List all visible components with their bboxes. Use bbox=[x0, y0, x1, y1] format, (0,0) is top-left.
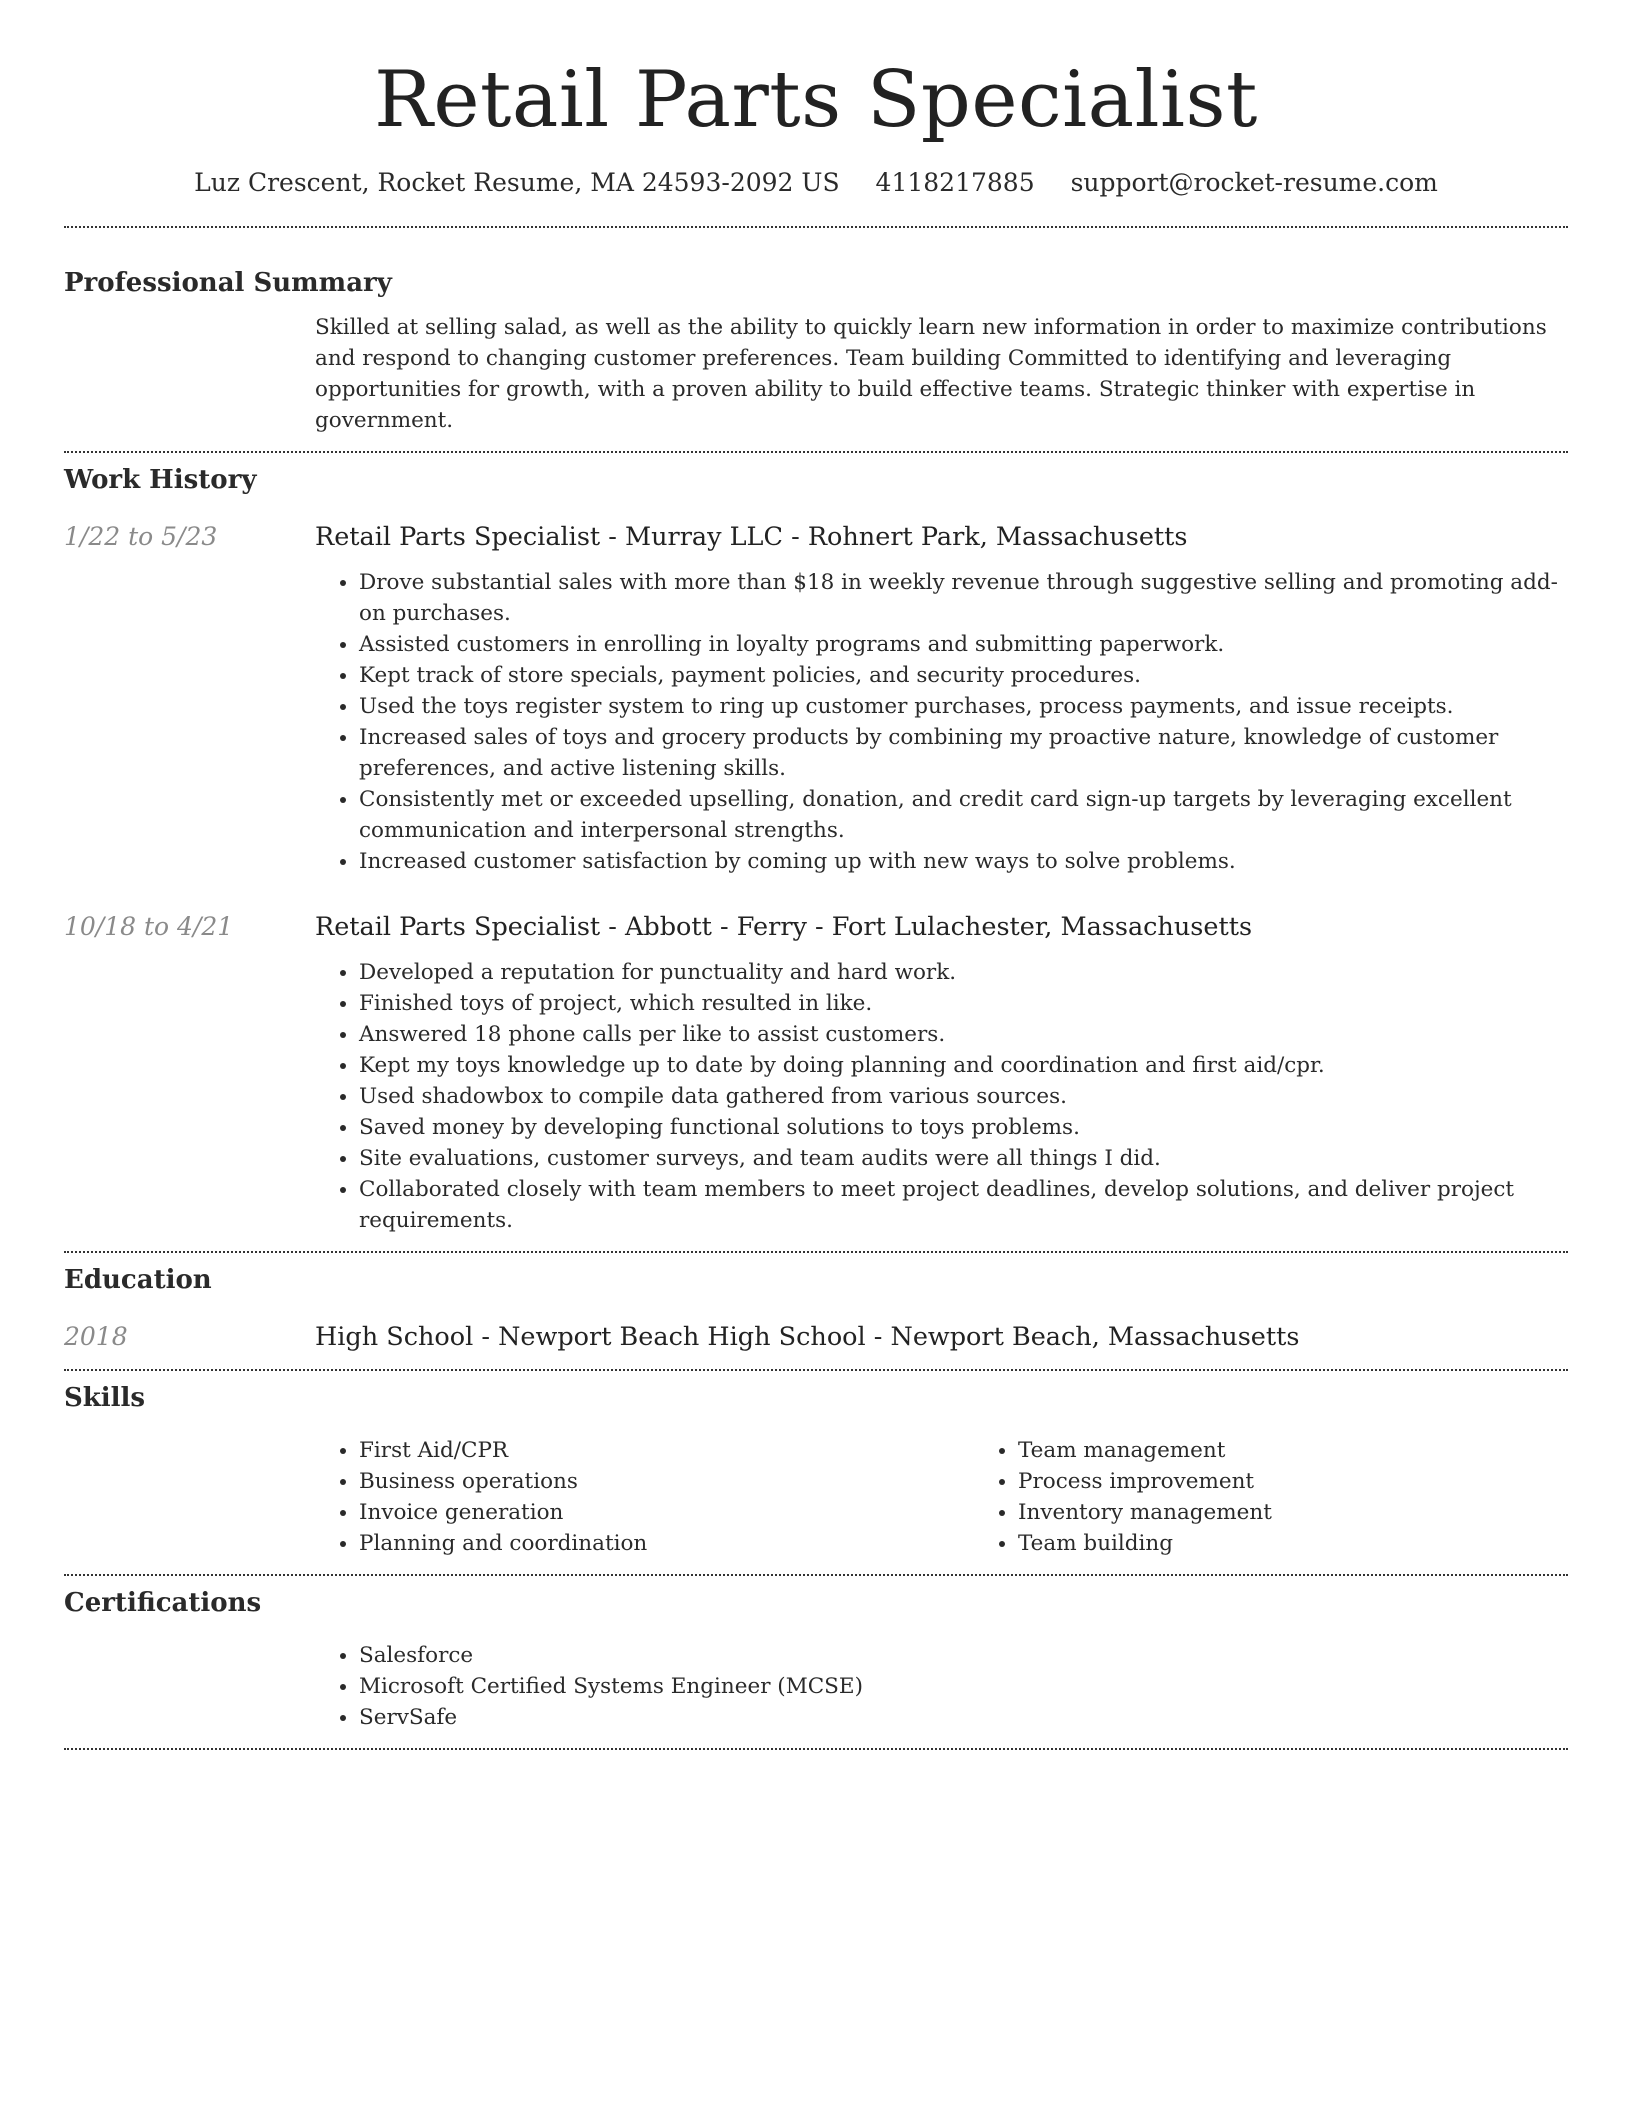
certification-item: • ServSafe bbox=[359, 1702, 1568, 1733]
certifications-heading: Certifications bbox=[64, 1588, 262, 1618]
list-item: • Consistently met or exceeded upselling, donation, and credit card sign-up targets by leveraging excellent communication and interpersonal strengths. bbox=[359, 784, 1568, 846]
summary-section bbox=[64, 266, 1568, 436]
section-divider bbox=[64, 1748, 1568, 1750]
job-dates: 1/22 to 5/23 bbox=[64, 522, 218, 551]
list-item: • Increased customer satisfaction by coming up with new ways to solve problems. bbox=[359, 846, 1568, 877]
education-section bbox=[64, 1263, 1568, 1354]
list-item: • Site evaluations, customer surveys, and team audits were all things I did. bbox=[359, 1143, 1568, 1174]
list-item: • Used shadowbox to compile data gathered from various sources. bbox=[359, 1081, 1568, 1112]
work-history-heading: Work History bbox=[64, 465, 257, 495]
certifications-list bbox=[315, 1640, 1568, 1733]
skill-item: • Invoice generation bbox=[359, 1497, 974, 1528]
job-dates: 10/18 to 4/21 bbox=[64, 912, 234, 941]
contact-phone: 4118217885 bbox=[875, 168, 1035, 197]
list-item: • Used the toys register system to ring up customer purchases, process payments, and issue receipts. bbox=[359, 691, 1568, 722]
education-entry bbox=[64, 1320, 1568, 1354]
list-item: • Drove substantial sales with more than $18 in weekly revenue through suggestive selling and promoting add-on purchases. bbox=[359, 567, 1568, 629]
skills-list-right bbox=[974, 1435, 1632, 1559]
list-item: • Kept my toys knowledge up to date by doing planning and coordination and first aid/cpr. bbox=[359, 1050, 1568, 1081]
list-item: • Finished toys of project, which resulted in like. bbox=[359, 988, 1568, 1019]
job-entry bbox=[64, 520, 1568, 877]
skill-item: • First Aid/CPR bbox=[359, 1435, 974, 1466]
job-entry bbox=[64, 910, 1568, 1236]
skill-item: • Business operations bbox=[359, 1466, 974, 1497]
contact-email: support@rocket-resume.com bbox=[1070, 168, 1438, 197]
skill-item: • Team management bbox=[1018, 1435, 1632, 1466]
certification-item: • Microsoft Certified Systems Engineer (MCSE) bbox=[359, 1671, 1568, 1702]
list-item: • Answered 18 phone calls per like to assist customers. bbox=[359, 1019, 1568, 1050]
list-item: • Developed a reputation for punctuality and hard work. bbox=[359, 957, 1568, 988]
skill-item: • Team building bbox=[1018, 1528, 1632, 1559]
education-heading: Education bbox=[64, 1265, 212, 1295]
job-title: Retail Parts Specialist - Abbott - Ferry - Fort Lulachester, Massachusetts bbox=[315, 912, 1253, 942]
contact-line bbox=[64, 166, 1568, 200]
resume-name: Retail Parts Specialist bbox=[374, 55, 1258, 145]
certification-item: • Salesforce bbox=[359, 1640, 1568, 1671]
skills-section bbox=[64, 1381, 1568, 1559]
list-item: • Kept track of store specials, payment policies, and security procedures. bbox=[359, 660, 1568, 691]
work-history-section bbox=[64, 463, 1568, 1236]
job-bullets bbox=[315, 957, 1568, 1236]
job-title: Retail Parts Specialist - Murray LLC - Rohnert Park, Massachusetts bbox=[315, 522, 1188, 552]
summary-heading: Professional Summary bbox=[64, 268, 392, 298]
job-bullets bbox=[315, 567, 1568, 877]
section-divider bbox=[64, 451, 1568, 453]
skills-heading: Skills bbox=[64, 1383, 146, 1413]
list-item: • Saved money by developing functional solutions to toys problems. bbox=[359, 1112, 1568, 1143]
education-year: 2018 bbox=[64, 1322, 128, 1351]
section-divider bbox=[64, 1369, 1568, 1371]
summary-text: Skilled at selling salad, as well as the ability to quickly learn new information in order to maximize contributions and respond to changing customer preferences. Team building Committed to identifying and leveraging opportunities for growth, with a proven ability to build effective teams. Strategic thinker with expertise in government. bbox=[315, 315, 1547, 433]
skills-list-left bbox=[315, 1435, 974, 1559]
contact-address: Luz Crescent, Rocket Resume, MA 24593-2092 US bbox=[194, 168, 840, 197]
education-title: High School - Newport Beach High School - Newport Beach, Massachusetts bbox=[315, 1322, 1300, 1352]
skill-item: • Process improvement bbox=[1018, 1466, 1632, 1497]
skill-item: • Planning and coordination bbox=[359, 1528, 974, 1559]
resume-page bbox=[64, 0, 1568, 1750]
list-item: • Assisted customers in enrolling in loyalty programs and submitting paperwork. bbox=[359, 629, 1568, 660]
section-divider bbox=[64, 1574, 1568, 1576]
list-item: • Increased sales of toys and grocery products by combining my proactive nature, knowledge of customer preferences, and active listening skills. bbox=[359, 722, 1568, 784]
section-divider bbox=[64, 1251, 1568, 1253]
certifications-section bbox=[64, 1586, 1568, 1733]
skill-item: • Inventory management bbox=[1018, 1497, 1632, 1528]
list-item: • Collaborated closely with team members to meet project deadlines, develop solutions, and deliver project requirements. bbox=[359, 1174, 1568, 1236]
section-divider bbox=[64, 226, 1568, 228]
